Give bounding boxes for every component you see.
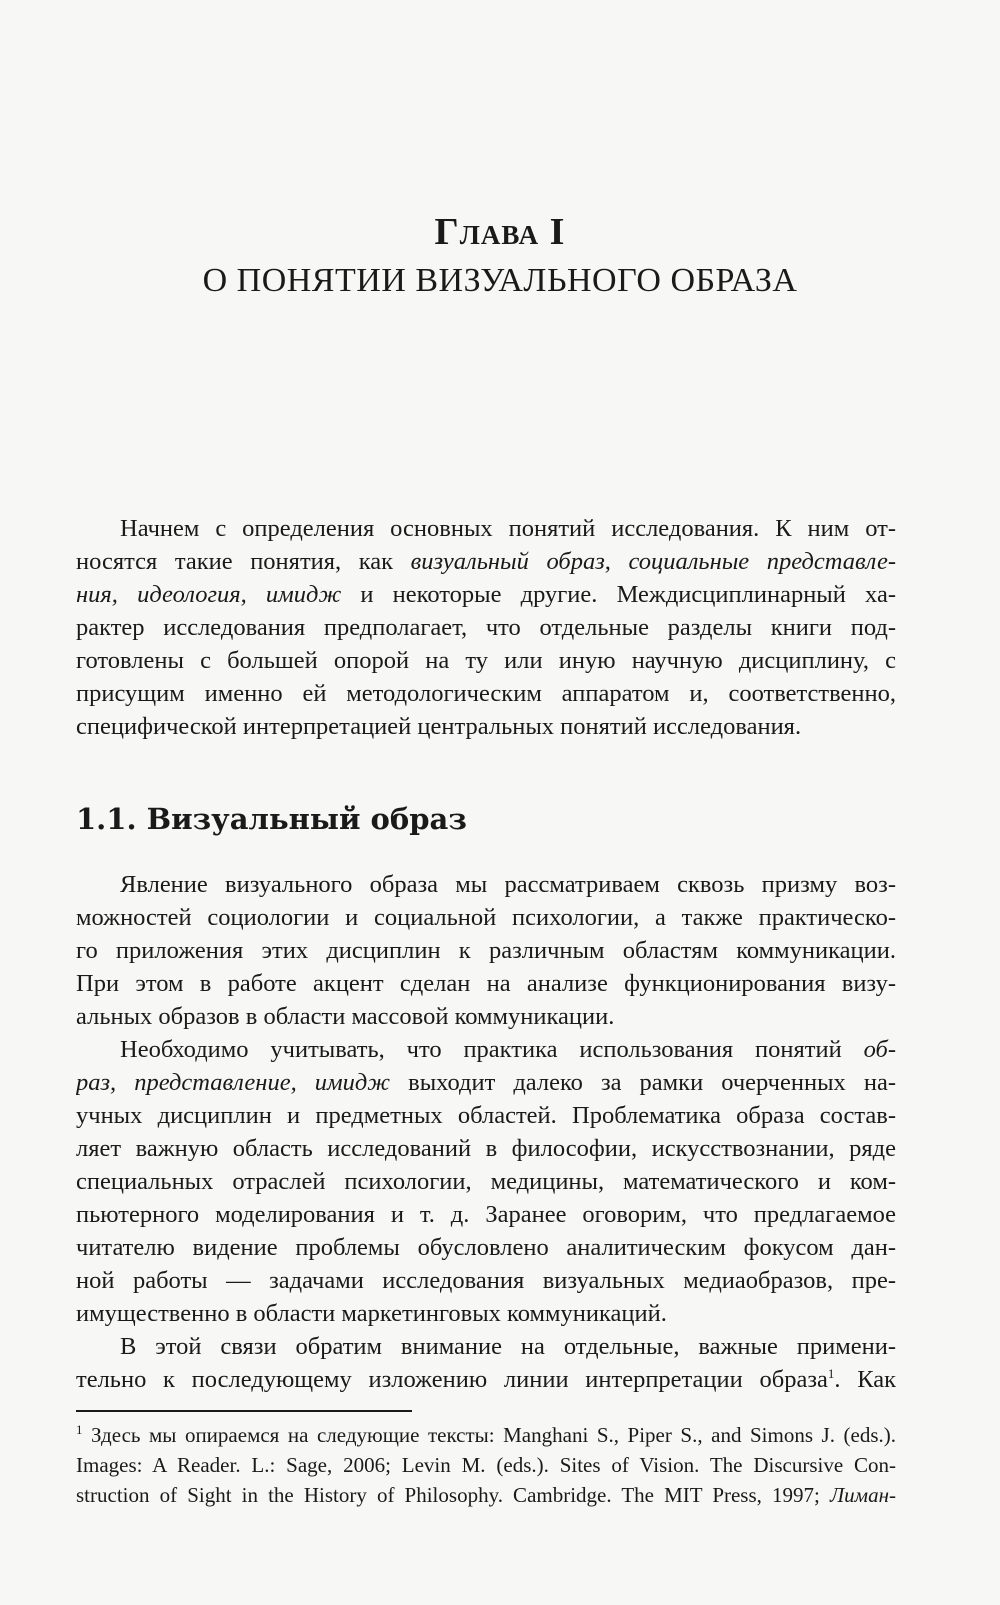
text-line: раз, представление, имидж выходит далеко за рамки очерченных на- [76, 1069, 896, 1096]
text-line: го приложения этих дисциплин к различным областям коммуникации. [76, 937, 896, 964]
text-line: Начнем с определения основных понятий исследования. К ним от- [120, 515, 896, 542]
footnote-line: $^1$ Здесь мы опираемся на следующие тексты: Manghani S., Piper S., and Simons J. (eds.). [76, 1422, 896, 1447]
text-line: альных образов в области массовой коммуникации. [76, 1003, 615, 1030]
text-line: пьютерного моделирования и т. д. Заранее оговорим, что предлагаемое [76, 1201, 896, 1228]
text-line: присущим именно ей методологическим аппаратом и, соответственно, [76, 680, 896, 707]
text-line: рактер исследования предполагает, что отдельные разделы книги под- [76, 614, 896, 641]
text-line: ляет важную область исследований в философии, искусствознании, ряде [76, 1135, 896, 1162]
text-line: имущественно в области маркетинговых коммуникаций. [76, 1300, 667, 1327]
text-line: ной работы — задачами исследования визуальных медиаобразов, пре- [76, 1267, 896, 1294]
text-line: ния, идеология, имидж и некоторые другие. Междисциплинарный ха- [76, 581, 896, 608]
text-line: При этом в работе акцент сделан на анализе функционирования визу- [76, 970, 896, 997]
chapter-title: О ПОНЯТИИ ВИЗУАЛЬНОГО ОБРАЗА [202, 262, 798, 299]
text-line: тельно к последующему изложению линии интерпретации образа$^1$. Как [76, 1365, 896, 1393]
text-line: специальных отраслей психологии, медицины, математического и ком- [76, 1168, 896, 1195]
text-line: готовлены с большей опорой на ту или иную научную дисциплину, с [76, 647, 896, 674]
footnote-line: struction of Sight in the History of Philosophy. Cambridge. The MIT Press, 1997; Лиман- [76, 1483, 896, 1507]
text-line: Необходимо учитывать, что практика использования понятий об- [120, 1036, 896, 1063]
footnote-divider [76, 1410, 412, 1412]
footnote [76, 1420, 896, 1510]
chapter-label: Глава I [434, 211, 566, 253]
text-line: В этой связи обратим внимание на отдельные, важные примени- [120, 1333, 896, 1360]
text-line: носятся такие понятия, как визуальный образ, социальные представле- [76, 548, 896, 575]
text-line: можностей социологии и социальной психологии, а также практическо- [76, 904, 896, 931]
section-heading: 1.1. Визуальный образ [76, 802, 467, 836]
footnote-line: Images: A Reader. L.: Sage, 2006; Levin M. (eds.). Sites of Vision. The Discursive Con- [76, 1453, 896, 1477]
text-line: учных дисциплин и предметных областей. Проблематика образа состав- [76, 1102, 896, 1129]
text-line: Явление визуального образа мы рассматриваем сквозь призму воз- [120, 871, 896, 898]
text-line: читателю видение проблемы обусловлено аналитическим фокусом дан- [76, 1234, 896, 1261]
section-body [76, 868, 896, 1396]
intro-paragraph [76, 512, 896, 743]
text-line: специфической интерпретацией центральных понятий исследования. [76, 713, 802, 740]
